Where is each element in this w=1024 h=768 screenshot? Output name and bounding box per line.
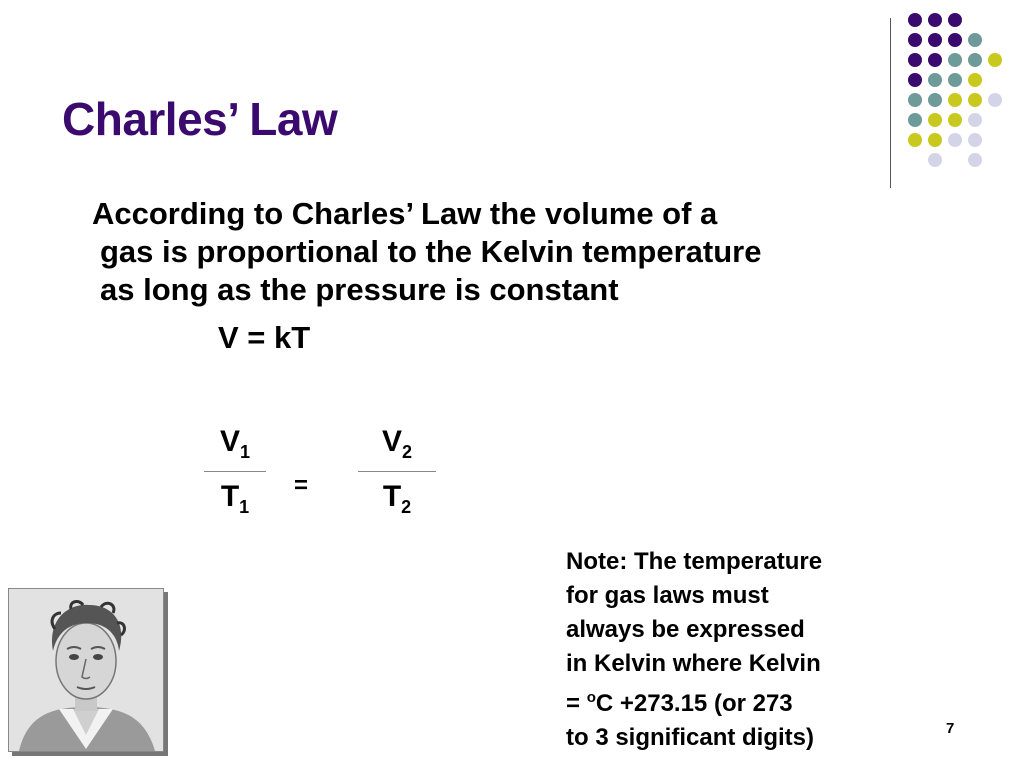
page-number: 7 [946, 720, 955, 737]
equals-sign: = [294, 472, 309, 499]
numerator: $V_1$ [219, 425, 251, 462]
denominator: $T_2$ [382, 480, 412, 517]
dot [948, 93, 962, 107]
dot [908, 53, 922, 67]
dot [968, 113, 982, 127]
dot [928, 133, 942, 147]
dot [968, 133, 982, 147]
dot [908, 73, 922, 87]
denominator: $T_1$ [220, 480, 250, 517]
dot [968, 33, 982, 47]
note-line: always be expressed [566, 616, 805, 643]
dot [908, 93, 922, 107]
note-box [566, 545, 896, 755]
portrait-of-jacques-charles-icon [9, 589, 163, 751]
numerator: $V_2$ [381, 425, 413, 462]
note-line: in Kelvin where Kelvin [566, 650, 821, 677]
dot [928, 113, 942, 127]
note-line: to 3 significant digits) [566, 724, 815, 751]
fraction-bar [204, 471, 266, 472]
fraction-bar [358, 471, 436, 472]
fraction-left [204, 425, 266, 518]
dot [948, 113, 962, 127]
decorative-dot-grid [908, 13, 1008, 163]
dot [928, 53, 942, 67]
dot [908, 13, 922, 27]
dot [948, 13, 962, 27]
dot [968, 93, 982, 107]
note-line: = $^o$C +273.15 (or 273 [566, 689, 793, 717]
dot [928, 93, 942, 107]
dot [928, 153, 942, 167]
note-line: for gas laws must [566, 582, 769, 609]
dot [908, 133, 922, 147]
body-line: gas is proportional to the Kelvin temperature [100, 234, 762, 269]
dot [988, 53, 1002, 67]
dot [968, 73, 982, 87]
portrait-image [8, 588, 164, 752]
dot [948, 73, 962, 87]
dot [928, 13, 942, 27]
dot [908, 113, 922, 127]
dot [948, 133, 962, 147]
body-line: as long as the pressure is constant [100, 272, 619, 307]
note-line: Note: The temperature [566, 548, 823, 575]
body-paragraph [92, 195, 992, 309]
dot [948, 33, 962, 47]
dot [948, 53, 962, 67]
dot [988, 93, 1002, 107]
dot [928, 73, 942, 87]
dot [928, 33, 942, 47]
dot [908, 33, 922, 47]
dot [968, 53, 982, 67]
formula: V = kT [218, 320, 311, 355]
dot [968, 153, 982, 167]
body-line: According to Charles’ Law the volume of a [92, 196, 718, 231]
vertical-divider [890, 18, 891, 188]
fraction-right [358, 425, 436, 518]
slide-title: Charles’ Law [62, 93, 338, 145]
